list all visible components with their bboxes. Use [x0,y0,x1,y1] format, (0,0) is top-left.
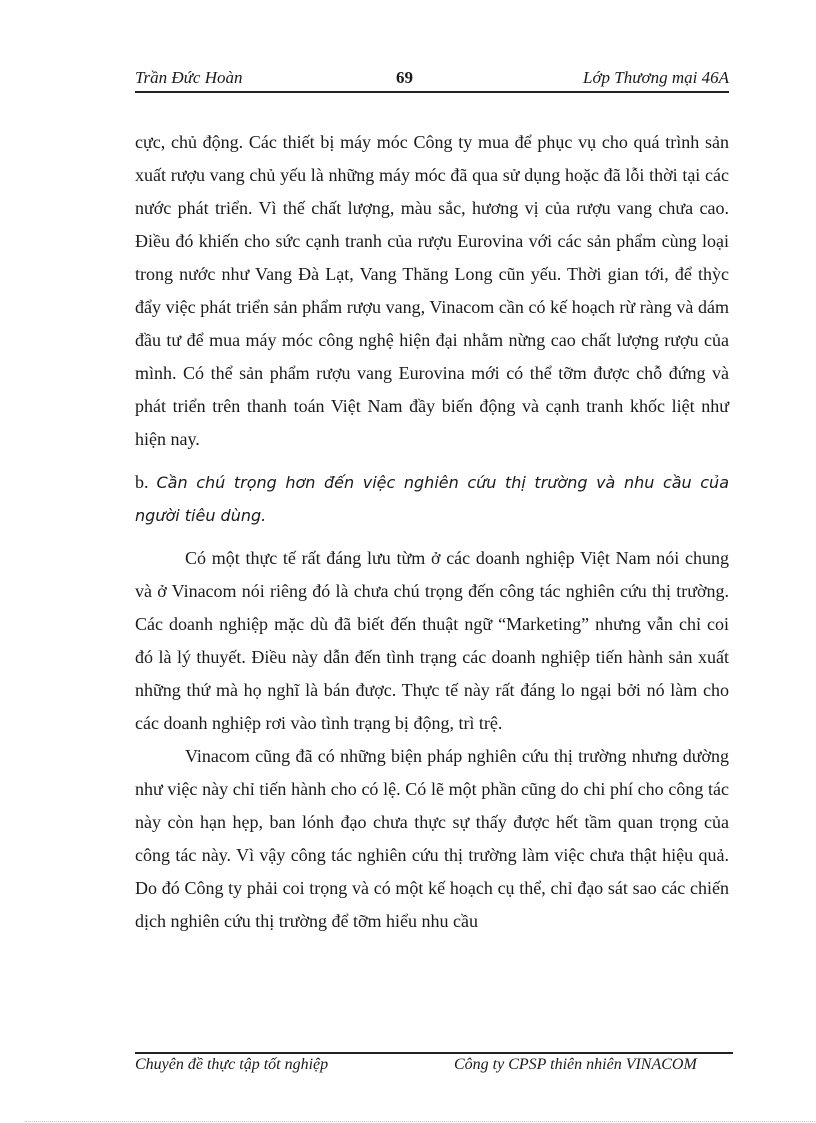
page-header [135,64,729,92]
paragraph-3: Vinacom cũng đã có những biện pháp nghiên cứu thị trường nhưng dường như việc này chỉ tiến hành cho có lệ. Có lẽ một phần cũng do chi phí cho công tác này còn hạn hẹp, ban lónh đạo chưa thực sự thấy được hết tầm quan trọng của công tác này. Vì vậy công tác nghiên cứu thị trường làm việc chưa thật hiệu quả. Do đó Công ty phải coi trọng và có một kế hoạch cụ thể, chỉ đạo sát sao các chiến dịch nghiên cứu thị trường để tỡm hiểu nhu cầu [135,746,729,931]
header-author: Trần Đức Hoàn [135,68,243,87]
subheading [135,466,729,532]
header-class-name: Lớp Thương mại 46A [583,68,729,87]
paragraph-1: cực, chủ động. Các thiết bị máy móc Công ty mua để phục vụ cho quá trình sản xuất rượu vang chủ yếu là những máy móc đã qua sử dụng hoặc đã lỗi thời tại các nước phát triển. Vì thế chất lượng, màu sắc, hương vị của rượu vang chưa cao. Điều đó khiến cho sức cạnh tranh của rượu Eurovina với các sản phẩm cùng loại trong nước như Vang Đà Lạt, Vang Thăng Long cũn yếu. Thời gian tới, để thỳc đẩy việc phát triển sản phẩm rượu vang, Vinacom cần có kế hoạch rừ ràng và dám đầu tư để mua máy móc công nghệ hiện đại nhằm nừng cao chất lượng rượu của mình. Có thể sản phẩm rượu vang Eurovina mới có thể tỡm được chỗ đứng và phát triển trên thanh toán Việt Nam đầy biến động và cạnh tranh khốc liệt như hiện nay. [135,132,729,449]
footer-rule [135,1052,733,1054]
header-page-number: 69 [396,68,413,87]
footer-left: Chuyên đề thực tập tốt nghiệp [135,1056,329,1073]
subheading-label: b. [135,472,149,492]
header-rule [135,91,729,93]
subheading-title: Cần chú trọng hơn đến việc nghiên cứu thị trường và nhu cầu của người tiêu dùng. [135,473,730,525]
page-edge-divider [25,1121,815,1122]
paragraph-2: Có một thực tế rất đáng lưu từm ở các doanh nghiệp Việt Nam nói chung và ở Vinacom nói riêng đó là chưa chú trọng đến công tác nghiên cứu thị trường. Các doanh nghiệp mặc dù đã biết đến thuật ngữ “Marketing” nhưng vẫn chỉ coi đó là lý thuyết. Điều này dẫn đến tình trạng các doanh nghiệp tiến hành sản xuất những thứ mà họ nghĩ là bán được. Thực tế này rất đáng lo ngại bởi nó làm cho các doanh nghiệp rơi vào tình trạng bị động, trì trệ. [135,548,729,733]
page-footer [135,1056,733,1080]
body-text [135,126,729,938]
footer-right: Công ty CPSP thiên nhiên VINACOM [454,1056,697,1073]
